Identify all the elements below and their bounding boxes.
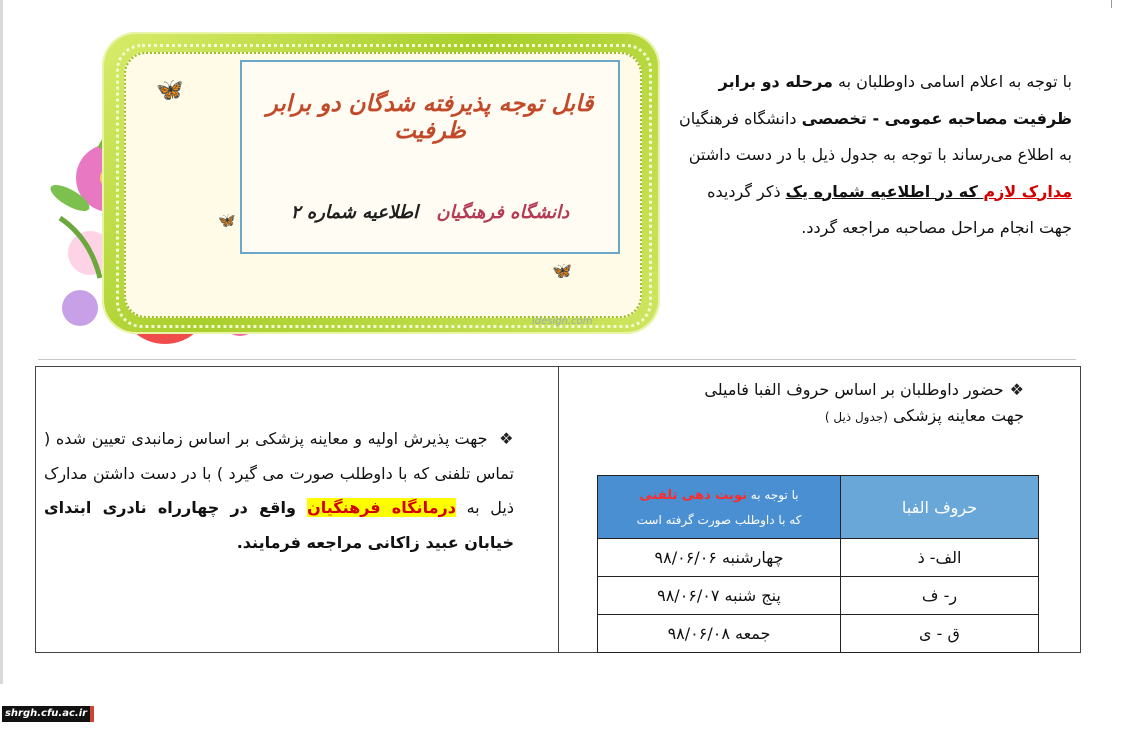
divider xyxy=(38,359,1076,360)
header-phone-booking xyxy=(598,476,841,539)
date-cell: چهارشنبه ۹۸/۰۶/۰۶ xyxy=(598,539,841,577)
attendance-note xyxy=(552,372,1024,408)
diamond-bullet-icon: ❖ xyxy=(1009,380,1024,399)
date-cell: پنج شنبه ۹۸/۰۶/۰۷ xyxy=(598,577,841,615)
clinic-instructions xyxy=(44,422,514,560)
intro-documents-link: مدارک لازم xyxy=(983,181,1072,201)
diamond-bullet-icon: ❖ xyxy=(499,429,514,448)
watermark: idesign.com xyxy=(532,316,593,327)
banner-notice-number: اطلاعیه شماره ۲ xyxy=(290,202,419,223)
intro-paragraph xyxy=(672,64,1072,247)
butterfly-icon: 🦋 xyxy=(552,261,572,280)
banner-title: قابل توجه پذیرفته شدگان دو برابر ظرفیت xyxy=(266,90,594,144)
letters-cell: ر- ف xyxy=(841,577,1039,615)
medical-exam-text: جهت معاینه پزشکی xyxy=(892,406,1024,425)
intro-text: با توجه به اعلام اسامی داوطلبان به xyxy=(832,72,1072,91)
intro-text: دانشگاه فرهنگیان به اطلاع می‌رساند با توجه به جدول ذیل با در دست داشتن xyxy=(679,108,1072,164)
letters-cell: ق - ی xyxy=(841,615,1039,653)
banner-image xyxy=(40,28,666,350)
schedule-header-row xyxy=(598,476,1039,539)
schedule-table xyxy=(597,475,1039,653)
scrollbar-edge xyxy=(0,0,3,684)
table-reference: (جدول ذیل ) xyxy=(824,410,888,424)
banner-subtitle xyxy=(242,202,618,223)
header-alphabet: حروف الفبا xyxy=(841,476,1039,539)
site-url-tag: shrgh.cfu.ac.ir xyxy=(2,706,90,722)
attendance-line: حضور داوطلبان بر اساس حروف الفبا فامیلی xyxy=(704,380,1004,399)
clinic-name-highlight: درمانگاه فرهنگیان xyxy=(307,498,456,517)
column-divider xyxy=(558,367,559,652)
intro-stage-bold: مرحله دو برابر ظرفیت مصاحبه عمومی - تخصصی xyxy=(718,72,1072,128)
butterfly-icon: 🦋 xyxy=(156,78,184,103)
clinic-text: جهت پذیرش اولیه و معاینه پزشکی بر اساس زمانبدی تعیین شده ( تماس تلفنی که با داوطلب صورت می گیرد ) با در دست داشتن مدارک ذیل به xyxy=(44,429,514,517)
letters-cell: الف- ذ xyxy=(841,539,1039,577)
banner-title-box xyxy=(240,60,620,254)
header-note-text: با توجه به xyxy=(746,487,799,502)
table-row xyxy=(598,539,1039,577)
page-corner-mark xyxy=(1111,0,1112,8)
banner-university: دانشگاه فرهنگیان xyxy=(436,202,570,223)
butterfly-icon: 🦋 xyxy=(218,213,236,229)
intro-notice-one: که در اطلاعیه شماره یک xyxy=(785,181,984,201)
clinic-address: واقع در چهارراه نادری ابتدای خیابان عبید زاکانی مراجعه فرمایند. xyxy=(44,498,514,552)
date-cell: جمعه ۹۸/۰۶/۰۸ xyxy=(598,615,841,653)
intro-text: ذکر گردیده جهت انجام مراحل مصاحبه مراجعه گردد. xyxy=(707,181,1072,237)
table-row xyxy=(598,577,1039,615)
table-row xyxy=(598,615,1039,653)
header-note-text: که با داوطلب صورت گرفته است xyxy=(636,512,802,527)
attendance-subnote xyxy=(620,406,1024,425)
header-note-red: نوبت دهی تلفنی xyxy=(639,487,747,503)
